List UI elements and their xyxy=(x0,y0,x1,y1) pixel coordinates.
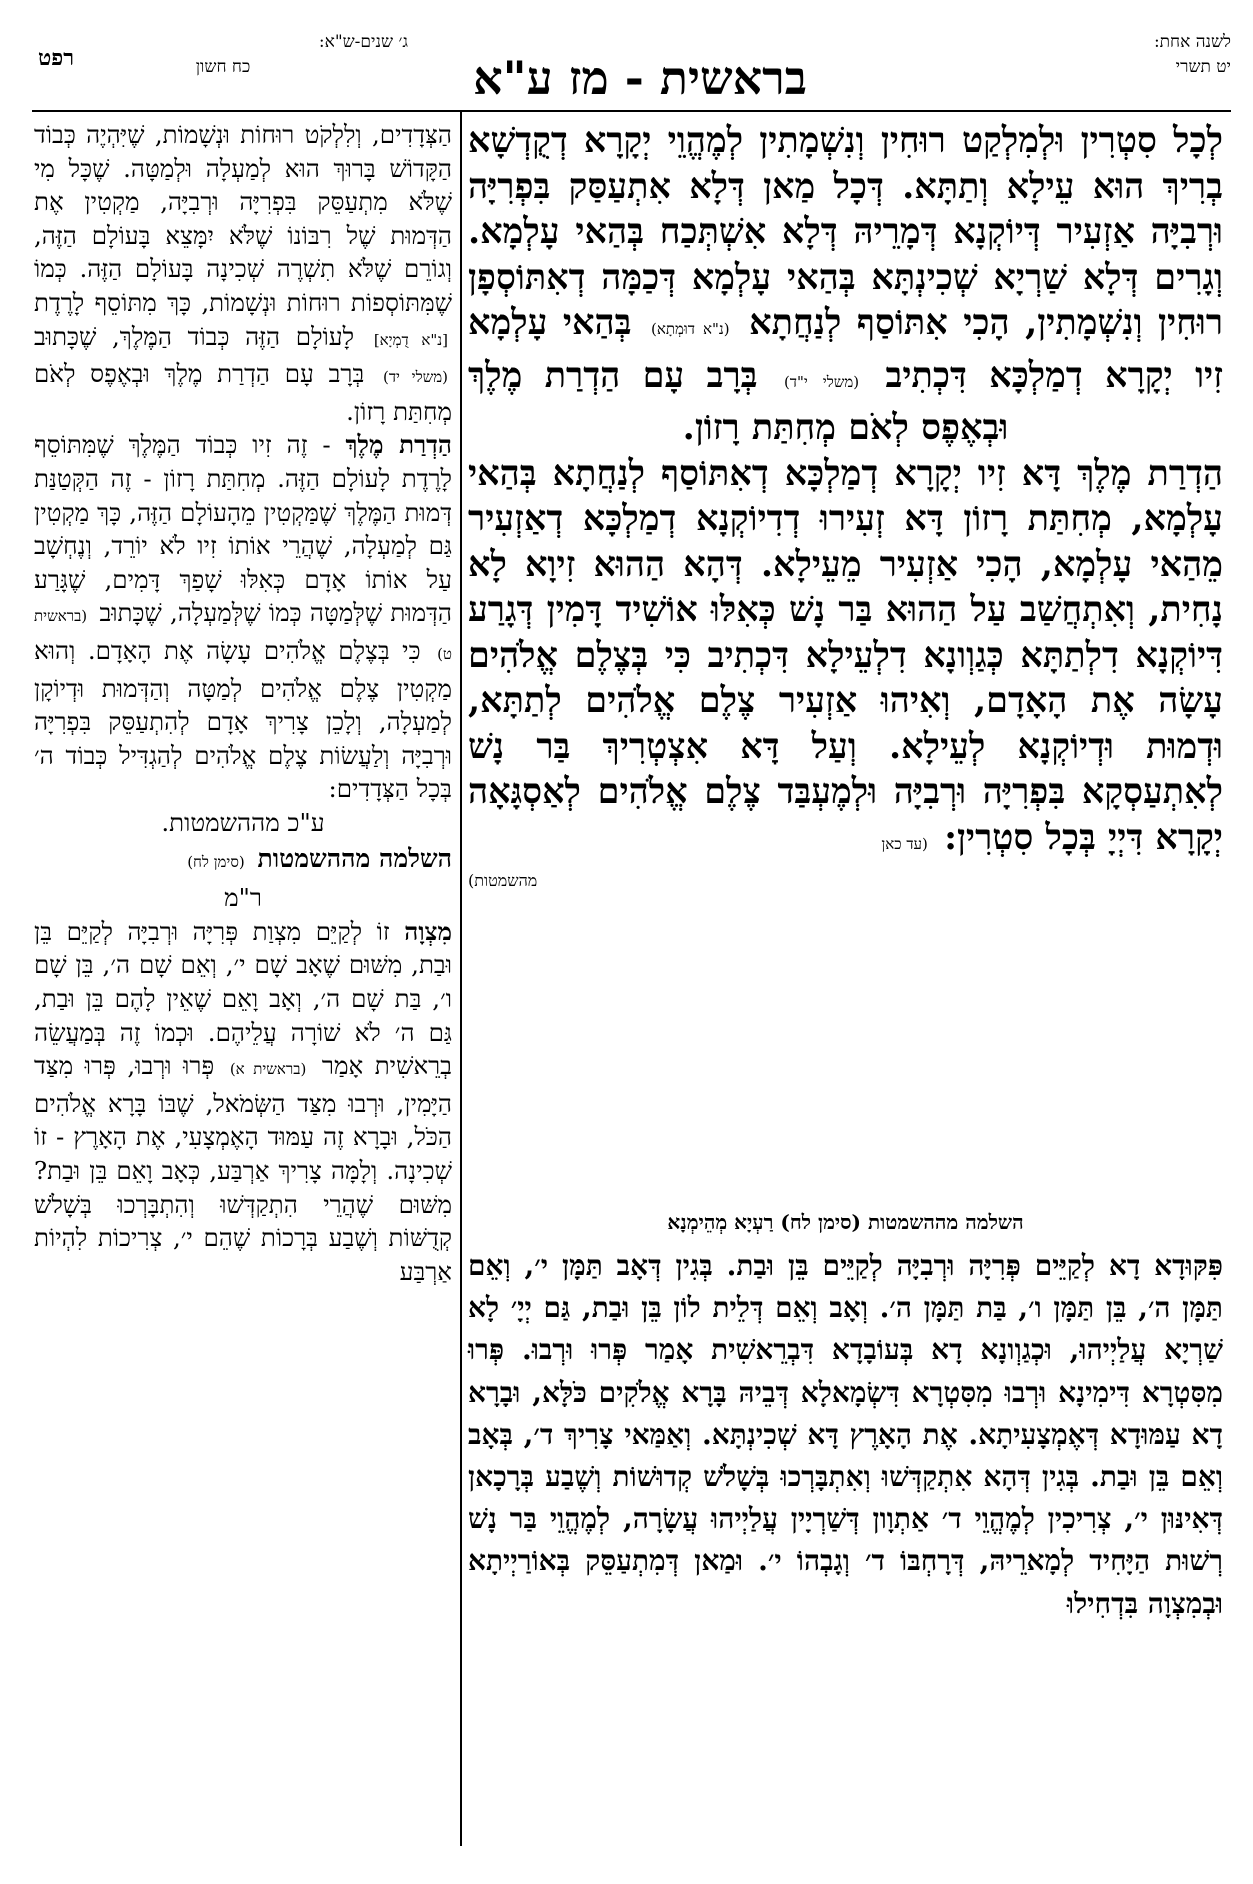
commentary-paragraph-2 xyxy=(34,428,452,806)
commentary-text: הַצְּדָדִים, וְלִלְקֹט רוּחוֹת וּנְשָׁמוֹת, שֶׁיִּהְיֶה כְּבוֹד הַקָּדוֹשׁ בָּרוּךְ הוּא לְמַעְלָה וּלְמַטָּה. שֶׁכָּל מִי שֶׁלֹּא מִתְעַסֵּק בִּפְרִיָּה וּרְבִיָּה, מַקְטִין אֶת הַדְּמוּת שֶׁל רִבּוֹנוֹ שֶׁלֹּא יִמָּצֵא בָּעוֹלָם הַזֶּה, וְגוֹרֵם שֶׁלֹּא תִשְׁרֶה שְׁכִינָה בָּעוֹלָם הַזֶּה. כְּמוֹ שֶׁמִּתּוֹסְפוֹת רוּחוֹת וּנְשָׁמוֹת, כָּךְ מִתּוֹסֵף לָרֶדֶת xyxy=(34,120,452,317)
end-of-omissions-mark: ע"כ מההשמטות. xyxy=(161,807,325,837)
main-text: הַדְרַת מֶלֶךְ דָּא זִיו יְקָרָא דְמַלְכָּא דְאִתּוֹסַף לְנַחֲתָא בְּהַאי עָלְמָא, מְחִתַּת רָזוֹן דָּא זְעִירוּ דְדִיוֹקְנָא דְמַלְכָּא דְאַזְעִיר מֵהַאי עָלְמָא, הָכִי אַזְעִיר מֵעֵילָא. דְּהָא הַהוּא זִיוָא לָא נָחִית, וְאִתְחֲשַׁב עַל הַהוּא בַּר נָשׁ כְּאִלּוּ אוֹשִׁיד דָּמִין דְּגָרַע דִּיוֹקְנָא דִלְתַתָּא כְּגַוְונָא דִלְעֵילָא דִּכְתִיב כִּי בְּצֶלֶם אֱלֹהִים עָשָׂה אֶת הָאָדָם, וְאִיהוּ אַזְעִיר צֶלֶם אֱלֹהִים לְתַתָּא, וּדְמוּת וּדְיוֹקְנָא לְעֵילָא. וְעַל דָּא אִצְטְרִיךְ בַּר נָשׁ לְאִתְעַסְקָא בִּפְרִיָּה וּרְבִיָּה וּלְמֶעְבַּד צֶלֶם אֱלֹהִים לְאַסְגָּאָה יְקָרָא דִּיְיָ בְּכָל סִטְרִין: xyxy=(468,452,1223,858)
verse-reference: (משלי יד) xyxy=(382,368,448,387)
commentary-text: זוֹ לְקַיֵּם מִצְוַת פְּרִיָּה וּרְבִיָּה לְקַיֵּם בֵּן וּבַת, מִשּׁוּם שֶׁאָב שָׁם י׳, וְאֵם שָׁם ה׳, בֵּן שָׁם ו׳, בַּת שָׁם ה׳, וְאָב וָאֵם שֶׁאֵין לָהֶם בֵּן וּבַת, גַּם ה׳ לֹא שׁוֹרָה עֲלֵיהֶם. וּכְמוֹ זֶה בְּמַעֲשֵׂה בְרֵאשִׁית אָמַר xyxy=(34,916,452,1081)
verse-reference: (בראשית א) xyxy=(229,1060,307,1079)
verse-reference: (משלי י"ד) xyxy=(783,372,860,391)
section-number-note: (סימן לח) xyxy=(187,852,245,871)
lower-paragraph: פִּקּוּדָא דָא לְקַיֵּים פְּרִיָּה וּרְבִיָּה לְקַיֵּים בֵּן וּבַת. בְּגִין דְּאָב תַּמָּן י׳, וְאֵם תַּמָּן ה׳, בֵּן תַּמָּן ו׳, בַּת תַּמָּן ה׳. וְאָב וְאֵם דְּלֵית לוֹן בֵּן וּבַת, גַּם יְיָ׳ לָא שַׁרְיָא עֲלַיְיהוּ, וּכְגַוְונָא דָא בְּעוֹבָדָא דִּבְרֵאשִׁית אָמַר פְּרוּ וּרְבוּ. פְּרוּ מִסִּטְרָא דִּימִינָא וּרְבוּ מִסִּטְרָא דִּשְׂמָאלָא דְּבֵיהּ בָּרָא אֱלֹקִים כֹּלָּא, וּבָרָא דָא עַמּוּדָא דְּאֶמְצָעִיתָא. אֶת הָאָרֶץ דָּא שְׁכִינְתָּא. וְאַמַּאי צָרִיךְ ד׳, בְּאָב וְאֵם בֵּן וּבַת. בְּגִין דְּהָא אִתְקַדְּשׁוּ וְאִתְבָּרְכוּ בְּשָׁלֹשׁ קְדוּשׁוֹת וְשֶׁבַע בְּרָכָאן דְּאִינּוּן י׳, צְרִיכִין לְמֶהֱוֵי ד׳ אַתְוָון דְּשַׁרְיָין עֲלַיְיהוּ עֲשָׂרָה, לְמֶהֱוֵי בַּר נָשׁ רְשׁוּת הַיָּחִיד לְמָארֵיהּ, דְּרָחְבּוֹ ד׳ וְגָבְהוֹ י׳. וּמַאן דְּמִתְעַסֵּק בְּאוֹרַיְיתָא וּבְמִצְוָה בִּדְחִילוּ xyxy=(468,1249,1223,1620)
verse-reference: (בראשית ט) xyxy=(34,607,452,663)
main-text-column xyxy=(468,118,1223,891)
end-note-tail: מהשמטות) xyxy=(468,871,538,890)
study-cycle-one-year: לשנה אחת: xyxy=(1153,32,1231,52)
commentary-section-heading xyxy=(34,840,452,881)
section-heading-text: השלמה מההשמטות xyxy=(257,843,452,873)
commentary-paragraph-1 xyxy=(34,118,452,428)
main-text: בְּרָב עָם הַדְרַת מֶלֶךְ xyxy=(468,354,758,396)
commentary-text: - זֶה זִיו כְּבוֹד הַמֶּלֶךְ שֶׁמִּתּוֹסֵף לָרֶדֶת לָעוֹלָם הַזֶּה. מְחִתַּת רָזוֹן - זֶה הַקְּטַנַּת דְּמוּת הַמֶּלֶךְ שֶׁמַּקְטִין מֵהָעוֹלָם הַזֶּה, כָּךְ מַקְטִין גַּם לְמַעְלָה, שֶׁהֲרֵי אוֹתוֹ זִיו לֹא יוֹרֵד, וְנֶחְשָׁב עַל אוֹתוֹ אָדָם כְּאִלּוּ שָׁפַךְ דָּמִים, שֶׁגָּרַע הַדְּמוּת שֶׁלְּמַטָּה כְּמוֹ שֶׁלְּמַעְלָה, שֶׁכָּתוּב xyxy=(34,430,452,628)
commentary-text: פְּרוּ וּרְבוּ, פְּרוּ מִצַּד הַיָּמִין, וּרְבוּ מִצַּד הַשְּׂמֹאל, שֶׁבּוֹ בָּרָא אֱלֹהִים הַכֹּל, וּבָרָא זֶה עַמּוּד הָאֶמְצָעִי, אֶת הָאָרֶץ - זוֹ שְׁכִינָה. וְלָמָּה צָרִיךְ אַרְבַּע, כְּאָב וָאֵם בֵּן וּבַת? מִשּׁוּם שֶׁהֲרֵי הִתְקַדְּשׁוּ וְהִתְבָּרְכוּ בְּשָׁלֹשׁ קְדֻשּׁוֹת וְשֶׁבַע בְּרָכוֹת שֶׁהֵם י׳, צְרִיכוֹת לִהְיוֹת אַרְבַּע xyxy=(34,1051,452,1286)
lead-words: מִצְוָה xyxy=(404,916,453,946)
commentary-paragraph-3 xyxy=(34,915,452,1289)
study-date-one-year: יט תשרי xyxy=(1175,57,1231,77)
main-paragraph-1-end: וּבְאֶפֶס לְאֹם מְחִתַּת רָזוֹן. xyxy=(682,407,1009,448)
page-number: רפט xyxy=(38,45,75,71)
lead-words: הַדְרַת מֶלֶךְ xyxy=(345,430,452,460)
column-divider xyxy=(460,110,462,1846)
header-rule xyxy=(32,110,1231,112)
study-date-three-years: כח חשון xyxy=(195,57,251,77)
commentary-text: בְּרָב עָם הַדְרַת מֶלֶךְ וּבְאֶפֶס לְאֹם מְחִתַּת רָזוֹן. xyxy=(34,359,452,426)
commentary-column xyxy=(34,118,452,1288)
raaya-mehemna-label: ר"מ xyxy=(224,882,262,912)
end-note: (עד כאן xyxy=(881,834,928,853)
lower-section-heading: השלמה מההשמטות (סימן לח) רַעְיָא מְהֵימְנָא xyxy=(667,1210,1024,1234)
commentary-text: לָעוֹלָם הַזֶּה כְּבוֹד הַמֶּלֶךְ, שֶׁכָּתוּב xyxy=(34,321,355,351)
lower-text-column xyxy=(468,1245,1223,1625)
header-left xyxy=(38,30,408,80)
main-paragraph-2 xyxy=(468,451,1223,868)
header-right xyxy=(1061,30,1231,80)
main-text: בְּהַאי עָלְמָא זִיו יְקָרָא דְמַלְכָּא דִּכְתִיב xyxy=(468,302,1223,396)
variant-note: (נ"א דוּמְתָא) xyxy=(651,320,730,338)
page-title: בראשית - מז ע"א xyxy=(473,51,807,105)
commentary-text: כִּי בְּצֶלֶם אֱלֹהִים עָשָׂה אֶת הָאָדָם. וְהוּא מַקְטִין צֶלֶם אֱלֹהִים לְמַטָּה וְהַדְּמוּת וּדְיוֹקָן לְמַעְלָה, וְלָכֵן צָרִיךְ אָדָם לְהִתְעַסֵּק בִּפְרִיָּה וּרְבִיָּה וְלַעֲשׂוֹת צֶלֶם אֱלֹהִים לְהַגְדִּיל כְּבוֹד ה׳ בְּכָל הַצְּדָדִים: xyxy=(34,635,452,804)
study-cycle-three-years: ג׳ שנים-ש"א: xyxy=(318,32,408,52)
variant-note: [נ"א דֻמְיָא] xyxy=(373,330,448,349)
main-paragraph-1 xyxy=(468,118,1223,405)
main-text: לְכָל סִטְרִין וּלְמִלְקַט רוּחִין וְנִשְׁמָתִין לְמֶהֱוֵי יְקָרָא דְקֻדְשָׁא בְרִיךְ הוּא עֵילָא וְתַתָּא. דְּכָל מַאן דְּלָא אִתְעַסַּק בִּפְרִיָּה וּרְבִיָּה אַזְעִיר דְּיוֹקְנָא דְּמָרֵיהּ דְּלָא אִשְׁתְּכַח בְּהַאי עָלְמָא. וְגָרִים דְּלָא שַׁרְיָא שְׁכִינְתָּא בְּהַאי עָלְמָא דְּכַמָּה דְאִתּוֹסְפָן רוּחִין וְנִשְׁמָתִין, הָכִי אִתּוֹסַף לְנַחֲתָא xyxy=(468,120,1224,343)
